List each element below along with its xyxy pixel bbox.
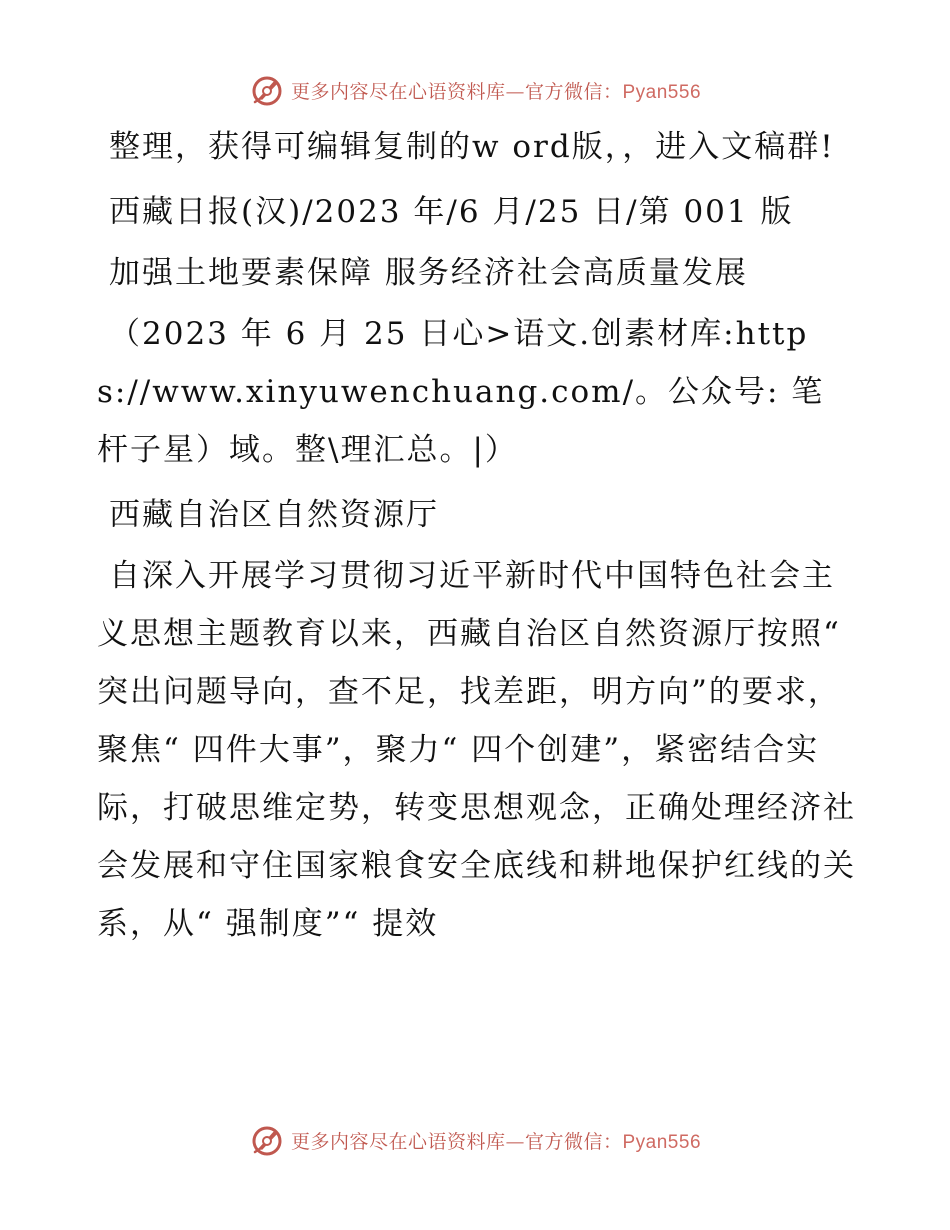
banner-separator: —	[505, 1130, 525, 1153]
paragraph-body: 自深入开展学习贯彻习近平新时代中国特色社会主义思想主题教育以来，西藏自治区自然资源厅按照“ 突出问题导向，查不足，找差距，明方向”的要求，聚焦“ 四件大事”，聚力“ 四个创建”，紧密结合实际，打破思维定势，转变思想观念，正确处理经济社会发展和守住国家粮食安全底线和耕地保护红线的关系，从“ 强制度”“ 提效	[97, 558, 856, 942]
paragraph-intro: 整理，获得可编辑复制的w ord版，，进入文稿群!	[109, 129, 835, 165]
document-body	[97, 118, 857, 960]
footer-banner	[0, 1120, 950, 1160]
banner-text	[291, 77, 701, 104]
paragraph-headline: 加强土地要素保障 服务经济社会高质量发展	[109, 255, 748, 291]
paragraph-source: 西藏日报(汉)/2023 年/6 月/25 日/第 001 版	[109, 194, 794, 230]
paragraph-date-note: （2023 年 6 月 25 日心>语文.创素材库:https://www.xinyuwenchuang.com/。公众号: 笔杆子星）域。整\理汇总。|）	[97, 316, 825, 468]
banner-wechat-id: Pyan556	[622, 81, 702, 103]
banner-separator: —	[505, 80, 525, 103]
banner-library-text: 更多内容尽在心语资料库	[290, 1130, 506, 1153]
quill-seal-icon	[249, 72, 285, 108]
banner-wechat-id: Pyan556	[622, 1131, 702, 1153]
banner-library-text: 更多内容尽在心语资料库	[290, 80, 506, 103]
paragraph-author: 西藏自治区自然资源厅	[109, 497, 439, 533]
banner-text	[291, 1127, 701, 1154]
banner-official-label: 官方微信：	[524, 1130, 623, 1153]
banner-official-label: 官方微信：	[524, 80, 623, 103]
header-banner	[0, 70, 950, 110]
quill-seal-icon	[249, 1122, 285, 1158]
